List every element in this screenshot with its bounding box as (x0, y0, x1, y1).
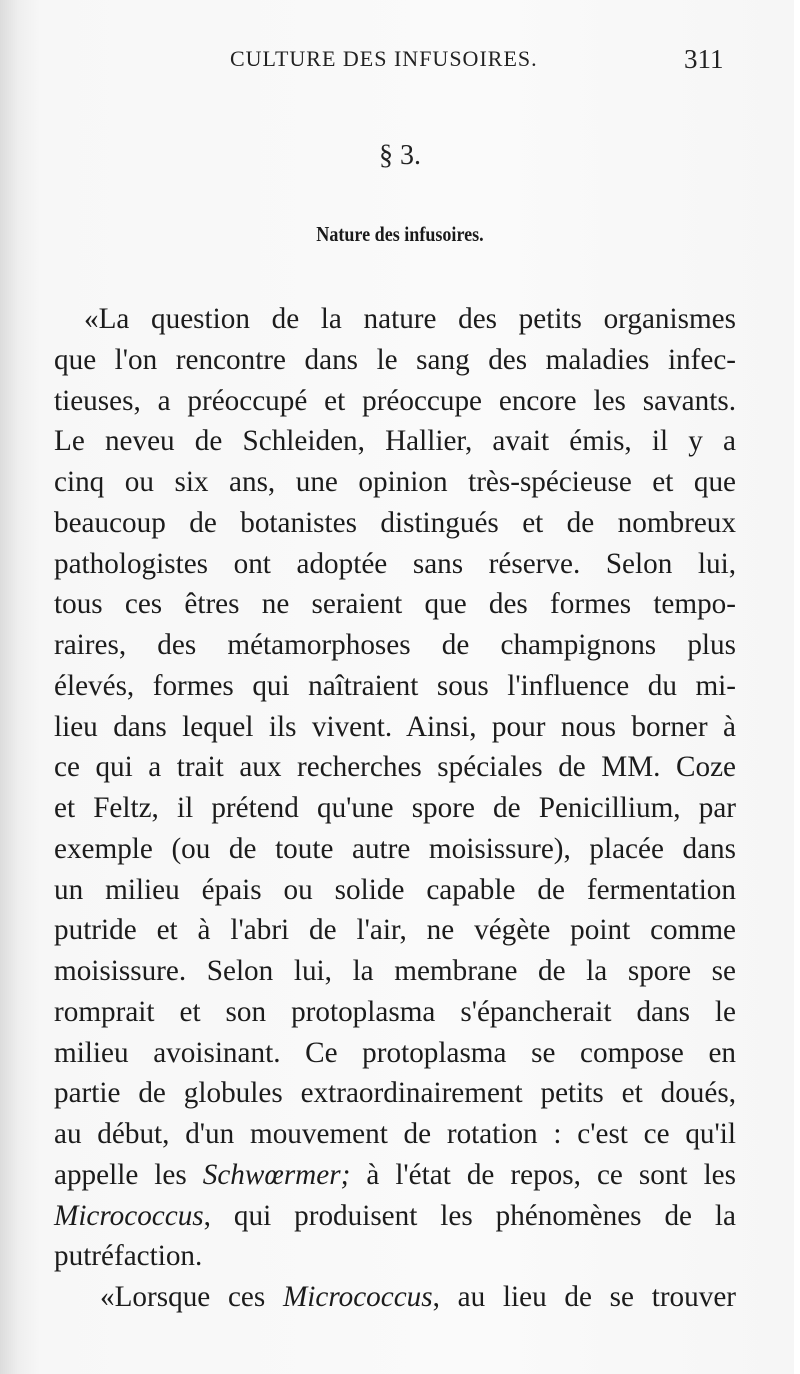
text-line: cinq ou six ans, une opinion très-spécieuse et que (54, 466, 736, 498)
italic-term: Schwœrmer; (202, 1158, 351, 1191)
text-line: tous ces êtres ne seraient que des formes tempo- (54, 588, 736, 621)
text-line: moisissure. Selon lui, la membrane de la spore se (54, 955, 736, 987)
text-run: , au lieu de se trouver (432, 1281, 736, 1313)
text-line (54, 1155, 736, 1196)
running-head-title: CULTURE DES INFUSOIRES. (230, 46, 538, 71)
text-run: «Lorsque ces (100, 1281, 283, 1313)
text-run: à l'état de repos, ce sont les (350, 1158, 736, 1191)
text-line: un milieu épais ou solide capable de fermentation (54, 873, 736, 906)
page-edge (794, 0, 800, 1374)
text-line: Le neveu de Schleiden, Hallier, avait émis, il y a (54, 425, 736, 458)
text-line: milieu avoisinant. Ce protoplasma se compose en (54, 1036, 736, 1069)
text-line: putréfaction. (54, 1240, 203, 1273)
page-number: 311 (684, 44, 724, 74)
text-line: «La question de la nature des petits organismes (84, 303, 736, 335)
text-run: appelle les (54, 1158, 203, 1191)
text-line: et Feltz, il prétend qu'une spore de Penicillium, par (54, 792, 736, 824)
text-line: tieuses, a préoccupé et préoccupe encore les savants. (54, 384, 736, 417)
text-line (54, 1196, 736, 1237)
body-text (54, 299, 736, 1318)
section-number: § 3. (379, 140, 421, 171)
section-heading: Nature des infusoires. (316, 222, 484, 246)
text-line: élevés, formes qui naîtraient sous l'influence du mi- (54, 669, 736, 702)
text-line: beaucoup de botanistes distingués et de nombreux (54, 506, 736, 539)
text-line: lieu dans lequel ils vivent. Ainsi, pour nous borner à (54, 710, 736, 743)
text-line: romprait et son protoplasma s'épancherait dans le (54, 995, 736, 1028)
italic-term: Micrococcus (282, 1281, 433, 1313)
text-line (54, 1277, 736, 1318)
text-run: , qui produisent les phénomènes de la (203, 1199, 736, 1232)
text-line: que l'on rencontre dans le sang des maladies infec- (54, 343, 736, 376)
text-line: putride et à l'abri de l'air, ne végète point comme (54, 914, 736, 947)
text-line: ce qui a trait aux recherches spéciales de MM. Coze (54, 751, 736, 784)
text-line: au début, d'un mouvement de rotation : c'est ce qu'il (54, 1118, 736, 1150)
text-line: exemple (ou de toute autre moisissure), placée dans (54, 832, 736, 865)
running-head (0, 46, 800, 86)
text-line: raires, des métamorphoses de champignons plus (54, 629, 736, 661)
text-line: pathologistes ont adoptée sans réserve. Selon lui, (54, 547, 736, 580)
italic-term: Micrococcus (54, 1199, 204, 1232)
text-line: partie de globules extraordinairement petits et doués, (54, 1077, 736, 1110)
